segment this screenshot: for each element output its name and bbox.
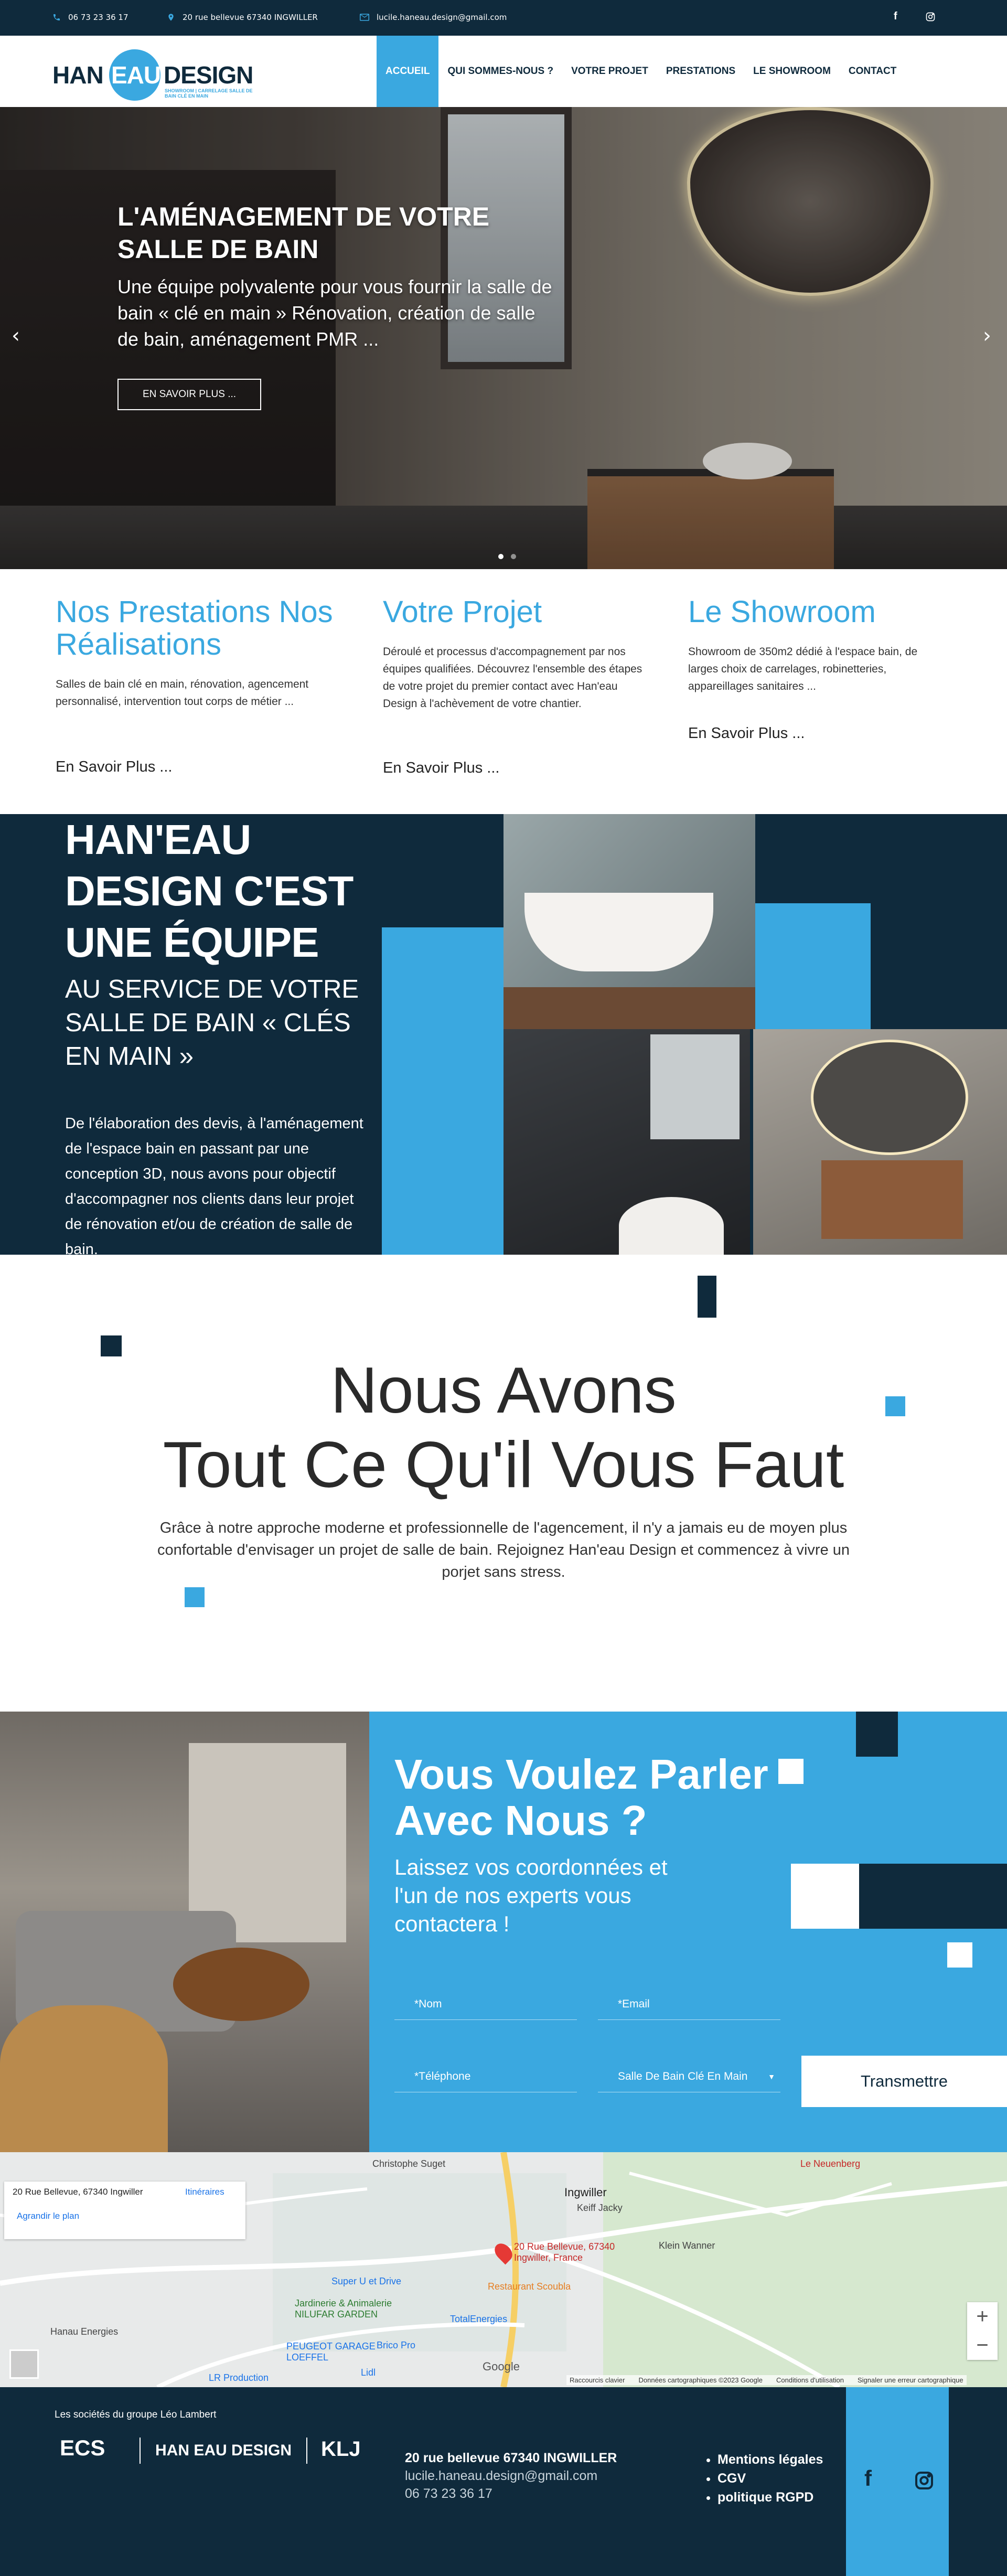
map-place-brico-pro: Brico Pro [377, 2340, 416, 2350]
logo-eau: EAU [111, 61, 161, 89]
hero-slider [0, 107, 1007, 569]
nav-le-showroom[interactable]: LE SHOWROOM [753, 66, 831, 77]
card-showroom-title: Le Showroom [688, 595, 876, 629]
footer-legal-links [708, 2450, 823, 2507]
mail-icon [360, 14, 369, 21]
contact-deco-white-2 [791, 1864, 859, 1929]
tiles-mirror [650, 1034, 740, 1139]
phone-icon [52, 13, 61, 22]
top-bar [0, 0, 1007, 36]
slider-dot-2[interactable] [511, 554, 516, 559]
contact-lead: Laissez vos coordonnées et l'un de nos experts vous contactera ! [394, 1855, 668, 1936]
map-place-keiff: Keiff Jacky [577, 2203, 623, 2213]
footer-divider-2 [306, 2438, 307, 2464]
map-place-totalenergies: TotalEnergies [450, 2314, 508, 2324]
phone-field[interactable]: *Téléphone [394, 2061, 577, 2092]
map-data-credit: Données cartographiques ©2023 Google [638, 2376, 763, 2384]
hero-more-button[interactable]: EN SAVOIR PLUS ... [117, 379, 261, 410]
card-projet-text: Déroulé et processus d'accompagnement par nos équipes qualifiées. Découvrez l'ensemble des étapes de votre projet du premier contact avec Han'eau Design à l'achèvement de votre chantier. [383, 646, 642, 710]
team-photo-bathtub [504, 814, 755, 1029]
avons-title [0, 1353, 1007, 1502]
nav-accueil[interactable]: ACCUEIL [377, 36, 438, 107]
avons-text: Grâce à notre approche moderne et professionnelle de l'agencement, il n'y a jamais eu de moyen plus confortable d'envisager un projet de salle de bain. Rejoignez Han'eau Design et commencez à vivre un porjet sans stress. [157, 1520, 850, 1580]
nav-qui-sommes-nous[interactable]: QUI SOMMES-NOUS ? [447, 66, 554, 77]
slider-next-arrow[interactable]: › [983, 324, 991, 348]
footer-contact [405, 2449, 617, 2503]
led-mirror [811, 1040, 968, 1155]
map-embed[interactable] [0, 2152, 1007, 2387]
map-place-hanau: Hanau Energies [50, 2326, 119, 2337]
logo-tagline: SHOWROOM | CARRELAGE SALLE DE BAIN CLÉ EN MAIN [165, 88, 253, 99]
team-text: De l'élaboration des devis, à l'aménagement de l'espace bain en passant par une conception 3D, nous avons pour objectif d'accompagner nos clients dans leur projet de rénovation et/ou de création de salle de bain. [65, 1115, 363, 1258]
site-header [0, 36, 1007, 107]
project-type-select[interactable] [598, 2061, 780, 2092]
avons-title-line1: Nous Avons [330, 1354, 677, 1427]
map-info-card [4, 2182, 245, 2239]
facebook-icon[interactable]: f [894, 10, 897, 22]
card-prestations [56, 596, 349, 779]
card-showroom-text: Showroom de 350m2 dédié à l'espace bain, de larges choix de carrelages, robinetteries, appareillages sanitaires ... [688, 646, 918, 692]
showroom-photo [0, 1712, 369, 2152]
map-pin-label: 20 Rue Bellevue, 67340 Ingwiller, France [514, 2241, 615, 2263]
instagram-icon[interactable] [914, 2470, 935, 2491]
topbar-address [167, 13, 318, 22]
facebook-icon[interactable]: f [864, 2466, 872, 2491]
team-photo-tiles [504, 1029, 750, 1255]
map-place-super-u: Super U et Drive [331, 2276, 402, 2286]
map-terms-link[interactable]: Conditions d'utilisation [776, 2376, 844, 2384]
footer-address: 20 rue bellevue 67340 INGWILLER [405, 2451, 617, 2465]
contact-deco-white-3 [947, 1942, 972, 1968]
team-blue-block [755, 903, 871, 1029]
map-google-logo: Google [483, 2360, 520, 2373]
contact-deco-navy-1 [856, 1712, 898, 1757]
showroom-rattan-chair [0, 2005, 168, 2152]
topbar-email-text: lucile.haneau.design@gmail.com [377, 13, 507, 22]
map-place-jardinerie: Jardinerie & Animalerie NILUFAR GARDEN [295, 2298, 392, 2320]
contact-section [369, 1712, 1007, 2152]
project-type-value: Salle De Bain Clé En Main [618, 2070, 748, 2082]
name-field[interactable]: *Nom [394, 1989, 577, 2020]
map-place-ingwiller: Ingwiller [564, 2186, 607, 2199]
nav-prestations[interactable]: PRESTATIONS [666, 66, 736, 77]
submit-button[interactable]: Transmettre [801, 2056, 1007, 2107]
deco-square-4 [185, 1587, 205, 1607]
double-vanity [821, 1160, 963, 1239]
slider-dots [498, 554, 516, 559]
card-prestations-title: Nos Prestations Nos Réalisations [56, 595, 333, 661]
site-logo[interactable] [52, 49, 257, 97]
slider-prev-arrow[interactable]: ‹ [12, 324, 20, 348]
tiles-basin [619, 1197, 724, 1255]
card-prestations-text: Salles de bain clé en main, rénovation, agencement personnalisé, intervention tout corps de métier ... [56, 678, 309, 708]
card-showroom [688, 596, 950, 779]
map-place-christophe: Christophe Suget [372, 2158, 446, 2169]
footer-logo-haneau[interactable]: HAN EAU DESIGN [155, 2442, 292, 2459]
footer-logo-ecs[interactable]: ECS [60, 2435, 105, 2460]
instagram-icon[interactable] [925, 12, 936, 22]
map-card-address: 20 Rue Bellevue, 67340 Ingwiller [13, 2187, 143, 2197]
map-place-restaurant: Restaurant Scoubla [488, 2281, 571, 2292]
card-prestations-more-link[interactable]: En Savoir Plus ... [56, 758, 173, 775]
topbar-phone-text: 06 73 23 36 17 [68, 13, 128, 22]
footer-divider-1 [140, 2438, 141, 2464]
card-projet-title: Votre Projet [383, 595, 542, 629]
team-subtitle: AU SERVICE DE VOTRE SALLE DE BAIN « CLÉS EN MAIN » [65, 975, 359, 1071]
footer-email[interactable]: lucile.haneau.design@gmail.com [405, 2468, 598, 2483]
site-footer [0, 2387, 1007, 2576]
team-photo-mirror [753, 1029, 1007, 1255]
slider-dot-1[interactable] [498, 554, 504, 559]
team-title: HAN'EAU DESIGN C'EST UNE ÉQUIPE [65, 816, 353, 966]
contact-deco-navy-2 [859, 1864, 1007, 1929]
logo-design: DESIGN [164, 61, 253, 89]
card-projet-more-link[interactable]: En Savoir Plus ... [383, 760, 500, 776]
chevron-down-icon: ▼ [768, 2072, 775, 2081]
topbar-address-text: 20 rue bellevue 67340 INGWILLER [183, 13, 318, 22]
footer-group-label: Les sociétés du groupe Léo Lambert [55, 2409, 217, 2420]
map-enlarge-link[interactable]: Agrandir le plan [17, 2211, 80, 2221]
email-field[interactable]: *Email [598, 1989, 780, 2020]
map-place-neuenberg: Le Neuenberg [800, 2158, 861, 2169]
map-zoom-out-button[interactable]: − [976, 2334, 989, 2357]
logo-han: HAN [52, 61, 103, 89]
map-zoom-controls [967, 2302, 998, 2360]
footer-link-rgpd[interactable]: • politique RGPD [717, 2488, 823, 2507]
nav-contact[interactable]: CONTACT [848, 66, 897, 77]
map-directions-link[interactable]: Itinéraires [185, 2187, 224, 2197]
map-layer-toggle[interactable] [9, 2349, 39, 2379]
nav-votre-projet[interactable]: VOTRE PROJET [571, 66, 648, 77]
map-attribution [566, 2375, 967, 2385]
footer-phone[interactable]: 06 73 23 36 17 [405, 2486, 492, 2501]
map-place-lr-production: LR Production [209, 2372, 269, 2383]
footer-link-mentions[interactable]: • Mentions légales [717, 2450, 823, 2469]
topbar-email[interactable] [360, 13, 507, 22]
topbar-phone[interactable] [52, 13, 128, 22]
footer-logo-klj[interactable]: KLJ [321, 2438, 361, 2461]
card-projet [383, 596, 645, 779]
hero-title: L'AMÉNAGEMENT DE VOTRE SALLE DE BAIN [117, 202, 490, 264]
map-pin-icon [167, 13, 175, 22]
bathtub-shape [524, 893, 713, 971]
card-showroom-more-link[interactable]: En Savoir Plus ... [688, 725, 805, 742]
main-nav [377, 36, 905, 107]
map-shortcuts-link[interactable]: Raccourcis clavier [570, 2376, 625, 2384]
map-place-lidl: Lidl [361, 2367, 376, 2378]
avons-title-line2: Tout Ce Qu'il Vous Faut [163, 1429, 844, 1501]
team-accent-block [382, 927, 504, 1255]
footer-link-cgv[interactable]: • CGV [717, 2469, 823, 2488]
deco-square-1 [698, 1276, 716, 1318]
map-place-klein-wanner: Klein Wanner [659, 2240, 715, 2251]
hero-text: Une équipe polyvalente pour vous fournir la salle de bain « clé en main » Rénovation, création de salle de bain, aménagement PMR ... [117, 276, 552, 350]
map-place-peugeot: PEUGEOT GARAGE LOEFFEL [286, 2341, 376, 2363]
contact-title: Vous Voulez Parler Avec Nous ? [394, 1751, 768, 1844]
map-zoom-in-button[interactable]: + [976, 2305, 989, 2328]
showroom-table [173, 1948, 309, 2021]
bathtub-floor [504, 987, 755, 1029]
team-section [0, 814, 1007, 1258]
map-report-link[interactable]: Signaler une erreur cartographique [857, 2376, 963, 2384]
